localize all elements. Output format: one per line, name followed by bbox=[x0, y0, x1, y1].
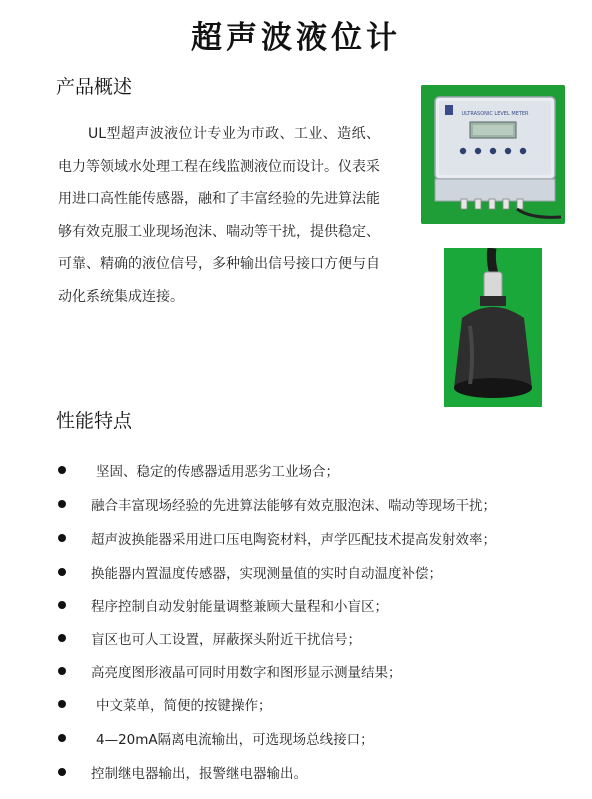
feature-text: 换能器内置温度传感器，实现测量值的实时自动温度补偿； bbox=[91, 566, 442, 582]
bullet-icon bbox=[58, 700, 66, 708]
bullet-icon bbox=[58, 601, 66, 609]
feature-item bbox=[56, 726, 576, 750]
feature-text: 程序控制自动发射能量调整兼顾大量程和小盲区； bbox=[91, 599, 388, 615]
bullet-icon bbox=[58, 466, 66, 474]
svg-text:ULTRASONIC LEVEL METER: ULTRASONIC LEVEL METER bbox=[461, 111, 529, 117]
bullet-icon bbox=[58, 500, 66, 508]
bullet-icon bbox=[58, 568, 66, 576]
feature-text: 坚固、稳定的传感器适用恶劣工业场合； bbox=[96, 464, 339, 480]
overview-paragraph-text: UL型超声波液位计专业为市政、工业、造纸、电力等领域水处理工程在线监测液位而设计。仪表采用进口高性能传感器，融和了丰富经验的先进算法能够有效克服工业现场泡沫、喘动等干扰，提供稳定、可靠、精确的液位信号，多种输出信号接口方便与自动化系统集成连接。 bbox=[58, 126, 380, 305]
feature-text: 融合丰富现场经验的先进算法能够有效克服泡沫、喘动等现场干扰； bbox=[91, 498, 496, 514]
feature-text: 4—20mA隔离电流输出，可选现场总线接口； bbox=[96, 732, 374, 748]
feature-item bbox=[56, 492, 576, 516]
feature-item bbox=[56, 626, 576, 650]
bullet-icon bbox=[58, 734, 66, 742]
feature-item bbox=[56, 526, 576, 550]
feature-item bbox=[56, 458, 576, 482]
feature-item bbox=[56, 560, 576, 584]
overview-heading: 产品概述 bbox=[56, 76, 133, 98]
feature-text: 控制继电器输出，报警继电器输出。 bbox=[91, 766, 307, 782]
feature-item bbox=[56, 692, 576, 716]
feature-item bbox=[56, 659, 576, 683]
bullet-icon bbox=[58, 667, 66, 675]
feature-text: 中文菜单，简便的按键操作； bbox=[96, 698, 272, 714]
bullet-icon bbox=[58, 634, 66, 642]
bullet-icon bbox=[58, 768, 66, 776]
page-title: 超声波液位计 bbox=[191, 20, 401, 56]
features-heading: 性能特点 bbox=[56, 410, 133, 432]
feature-text: 超声波换能器采用进口压电陶瓷材料，声学匹配技术提高发射效率； bbox=[91, 532, 496, 548]
feature-item bbox=[56, 593, 576, 617]
bullet-icon bbox=[58, 534, 66, 542]
feature-text: 盲区也可人工设置，屏蔽探头附近干扰信号； bbox=[91, 632, 361, 648]
feature-item bbox=[56, 760, 576, 784]
feature-text: 高亮度图形液晶可同时用数字和图形显示测量结果； bbox=[91, 665, 402, 681]
